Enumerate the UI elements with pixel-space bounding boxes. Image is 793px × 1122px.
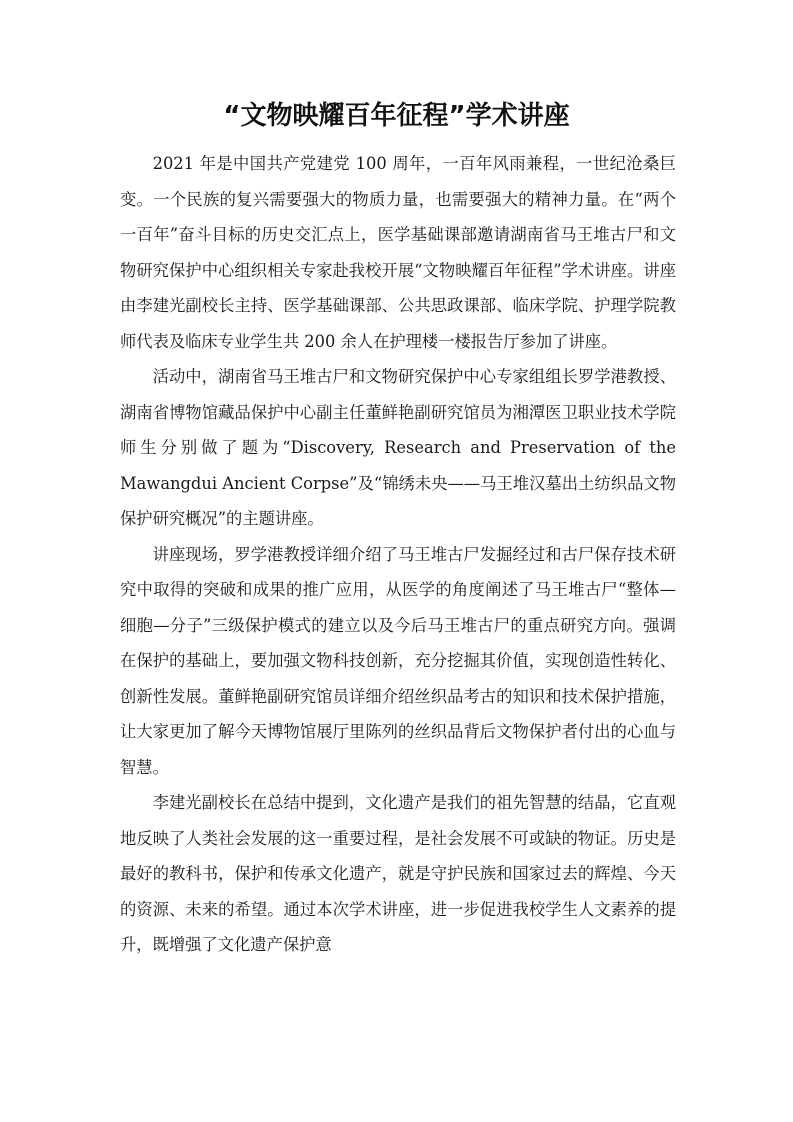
paragraph-summary: 李建光副校长在总结中提到，文化遗产是我们的祖先智慧的结晶，它直观地反映了人类社会发展的这一重要过程，是社会发展不可或缺的物证。历史是最好的教科书，保护和传承文化遗产，就是守护民族和国家过去的辉煌、今天的资源、未来的希望。通过本次学术讲座，进一步促进我校学生人文素养的提升，既增强了文化遗产保护意 [120,793,676,954]
paragraph-lecture-scene: 讲座现场，罗学港教授详细介绍了马王堆古尸发掘经过和古尸保存技术研究中取得的突破和成果的推广应用，从医学的角度阐述了马王堆古尸“整体—细胞—分子”三级保护模式的建立以及今后马王堆古尸的重点研究方向。强调在保护的基础上，要加强文物科技创新，充分挖掘其价值，实现创造性转化、创新性发展。董鲜艳副研究馆员详细介绍丝织品考古的知识和技术保护措施，让大家更加了解今天博物馆展厅里陈列的丝织品背后文物保护者付出的心血与智慧。 [120,544,676,777]
document-body [120,146,676,963]
paragraph-intro: 2021 年是中国共产党建党 100 周年，一百年风雨兼程，一世纪沧桑巨变。一个民族的复兴需要强大的物质力量，也需要强大的精神力量。在“两个一百年”奋斗目标的历史交汇点上，医学基础课部邀请湖南省马王堆古尸和文物研究保护中心组织相关专家赴我校开展“文物映耀百年征程”学术讲座。讲座由李建光副校长主持、医学基础课部、公共思政课部、临床学院、护理学院教师代表及临床专业学生共 200 余人在护理楼一楼报告厅参加了讲座。 [120,154,676,351]
paragraph-activity: 活动中，湖南省马王堆古尸和文物研究保护中心专家组组长罗学港教授、湖南省博物馆藏品保护中心副主任董鲜艳副研究馆员为湘潭医卫职业技术学院师生分别做了题为“Discovery, Research and Preservation of the Mawangdui Ancient Corpse”及“锦绣未央——马王堆汉墓出土纺织品文物保护研究概况”的主题讲座。 [120,367,676,528]
document-title: “文物映耀百年征程”学术讲座 [223,101,570,131]
